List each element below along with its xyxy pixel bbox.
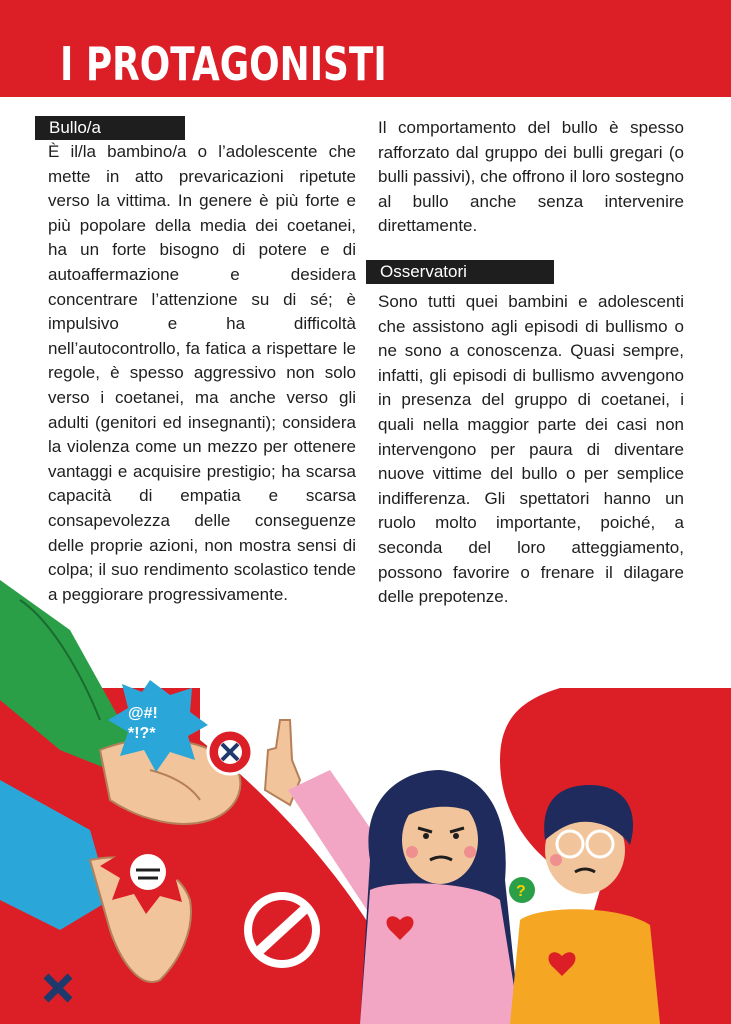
page-title: I PROTAGONISTI bbox=[60, 37, 387, 91]
section-text-gregari bbox=[378, 116, 684, 239]
header-banner bbox=[0, 0, 731, 97]
paragraph: Il comportamento del bullo è spesso rafforzato dal gruppo dei bulli gregari (o bulli passivi), che offrono il loro sostegno al bullo anche senza intervenire direttamente. bbox=[378, 118, 684, 236]
cross-icon bbox=[30, 960, 86, 1016]
cross-icon bbox=[208, 730, 252, 774]
paragraph: È il/la bambino/a o l’adolescente che mette in atto prevaricazioni ripetute verso la vittima. In genere è più forte e più popolare della media dei coetanei, ha un forte bisogno di potere e di autoaffermazione e desidera concentrare l’attenzione su di sé; è impulsivo e ha difficoltà nell’autocontrollo, fa fatica a rispettare le regole, è spesso aggressivo non solo verso i coetanei, ma anche verso gli adulti (genitori ed insegnanti); considera la violenza come un mezzo per ottenere vantaggi e acquisire prestigio; ha scarsa capacità di empatia e scarsa consapevolezza delle conseguenze delle proprie azioni, non mostra sensi di colpa; il suo rendimento scolastico tende a peggiorare progressivamente. bbox=[48, 142, 356, 604]
burst-text-1: @#! bbox=[128, 705, 158, 722]
burst-text-2: *!?* bbox=[128, 725, 156, 742]
section-label-osservatori: Osservatori bbox=[366, 260, 554, 284]
bullying-illustration bbox=[0, 560, 731, 1024]
section-label-bullo: Bullo/a bbox=[35, 116, 185, 140]
paragraph: Sono tutti quei bambini e adolescenti che assistono agli episodi di bullismo o ne sono a conoscenza. Quasi sempre, infatti, gli episodi di bullismo avvengono in presenza del gruppo di coetanei, i quali nella maggior parte dei casi non intervengono per paura di diventare nuove vittime del bullo o per semplice indifferenza. Gli spettatori hanno un ruolo molto importante, poiché, a seconda del loro atteggiamento, possono favorire o frenare il dilagare delle prepotenze. bbox=[378, 292, 684, 607]
section-text-bullo bbox=[48, 140, 356, 607]
no-entry-icon bbox=[234, 882, 330, 978]
question-mark: ? bbox=[516, 883, 526, 900]
